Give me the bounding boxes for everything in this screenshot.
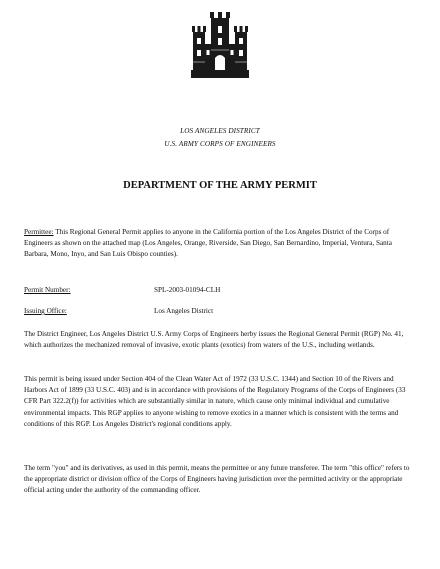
document-title: DEPARTMENT OF THE ARMY PERMIT <box>123 180 317 191</box>
castle-emblem-icon <box>189 10 251 80</box>
district-name: LOS ANGELES DISTRICT <box>180 127 260 135</box>
permittee-text: This Regional General Permit applies to anyone in the California portion of the Los Angeles District of the Corps of Engineers as shown on the attached map (Los Angeles, Orange, Riverside, San Diego, San Bernardino, Imperial, Ventura, Santa Barbara, Mono, Inyo, and San Luis Obispo counties). <box>24 228 392 259</box>
permittee-paragraph <box>24 227 418 261</box>
body-paragraph-1: The District Engineer, Los Angeles District U.S. Army Corps of Engineers herby issues the Regional General Permit (RGP) No. 41, which authorizes the mechanized removal of invasive, exotic plants (exotics) from waters of the U.S., including wetlands. <box>24 330 404 350</box>
body-paragraph-2: This permit is being issued under Section 404 of the Clean Water Act of 1972 (33 U.S.C. 1344) and Section 10 of the Rivers and Harbors Act of 1899 (33 U.S.C. 403) and is in accordance with provisions of the Regulatory Programs of the Corps of Engineers (33 CFR Part 322.2(f)) for activities which are substantially similar in nature, which cause only minimal individual and cumulative environmental impacts. This RGP applies to anyone wishing to remove exotics in a manner which is consistent with the terms and conditions of this RGP. Los Angeles District's regional conditions apply. <box>24 375 406 428</box>
permit-number-label: Permit Number: <box>24 286 71 294</box>
permittee-label: Permittee: <box>24 228 54 236</box>
issuing-office-value: Los Angeles District <box>154 307 214 315</box>
agency-name: U.S. ARMY CORPS OF ENGINEERS <box>164 140 276 148</box>
permit-number-value: SPL-2003-01094-CLH <box>154 286 221 294</box>
body-paragraph-3: The term "you" and its derivatives, as used in this permit, means the permittee or any future transferee. The term "this office" refers to the appropriate district or division office of the Corps of Engineers having jurisdiction over the permitted activity or the appropriate official acting under the authority of the commanding officer. <box>24 464 410 495</box>
issuing-office-label: Issuing Office: <box>24 307 67 315</box>
